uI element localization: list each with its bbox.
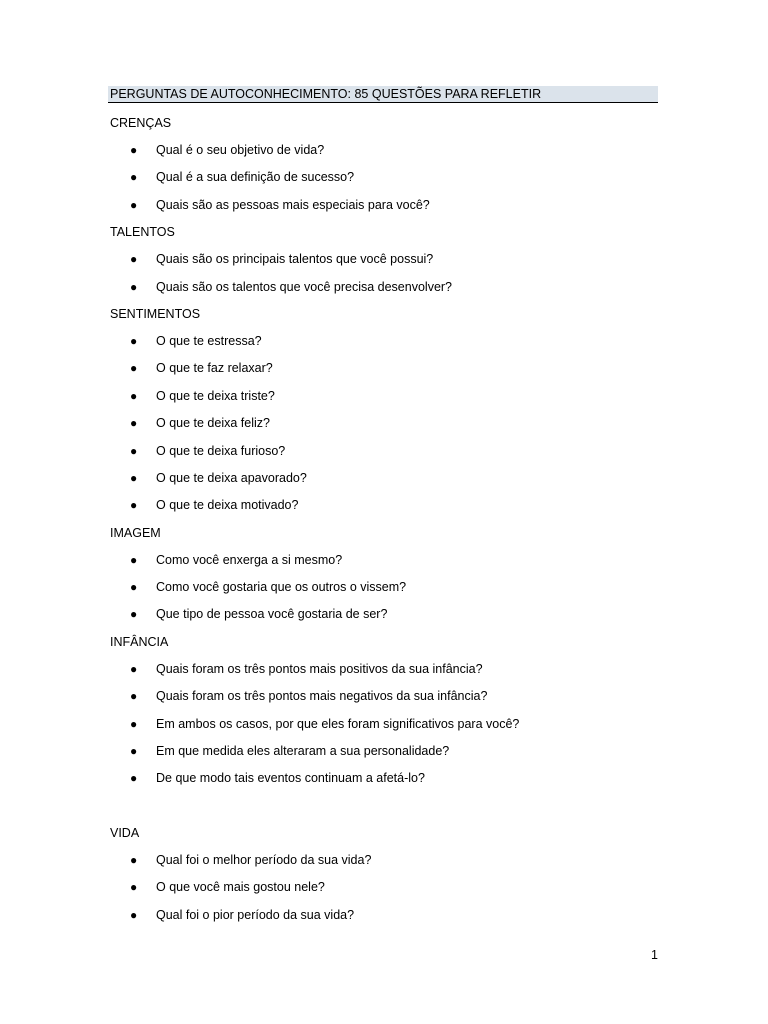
question-text: O que te deixa furioso? <box>156 443 286 458</box>
question-text: Quais são os talentos que você precisa desenvolver? <box>156 279 453 294</box>
section-heading: SENTIMENTOS <box>110 306 201 321</box>
list-item <box>110 463 670 490</box>
question-text: Qual foi o pior período da sua vida? <box>156 907 355 922</box>
question-text: Qual é o seu objetivo de vida? <box>156 143 325 157</box>
question-text: Em que medida eles alteraram a sua personalidade? <box>156 744 450 759</box>
section-heading: IMAGEM <box>110 525 161 540</box>
list-item <box>110 190 670 217</box>
section-vida <box>110 818 670 927</box>
bullet-icon: ● <box>130 661 138 676</box>
question-text: O que te estressa? <box>156 333 262 348</box>
list-item <box>110 545 670 572</box>
question-list <box>110 244 670 299</box>
list-item <box>110 599 670 626</box>
question-text: O que te deixa apavorado? <box>156 470 307 485</box>
list-item <box>110 709 670 736</box>
question-text: O que te deixa feliz? <box>156 416 270 431</box>
question-text: Quais são os principais talentos que você possui? <box>156 252 434 267</box>
bullet-icon: ● <box>130 716 138 731</box>
question-text: Qual foi o melhor período da sua vida? <box>156 852 372 867</box>
bullet-icon: ● <box>130 498 138 513</box>
section-heading: VIDA <box>110 825 140 840</box>
question-list <box>110 654 670 791</box>
list-item <box>110 436 670 463</box>
bullet-icon: ● <box>130 279 138 294</box>
bullet-icon: ● <box>130 333 138 348</box>
list-item <box>110 272 670 299</box>
bullet-icon: ● <box>130 907 138 922</box>
list-item <box>110 162 670 189</box>
section-heading: CRENÇAS <box>110 116 172 130</box>
list-item <box>110 845 670 872</box>
section-crencas <box>110 108 670 217</box>
document-body <box>110 108 670 927</box>
list-item <box>110 353 670 380</box>
question-text: Como você enxerga a si mesmo? <box>156 552 343 567</box>
question-text: Em ambos os casos, por que eles foram significativos para você? <box>156 716 520 731</box>
bullet-icon: ● <box>130 170 138 185</box>
bullet-icon: ● <box>130 552 138 567</box>
question-list <box>110 845 670 927</box>
bullet-icon: ● <box>130 252 138 267</box>
bullet-icon: ● <box>130 607 138 622</box>
list-item <box>110 381 670 408</box>
list-item <box>110 135 670 162</box>
bullet-icon: ● <box>130 580 138 595</box>
list-item <box>110 408 670 435</box>
section-sentimentos <box>110 299 670 518</box>
list-item <box>110 763 670 790</box>
question-text: O que você mais gostou nele? <box>156 880 325 895</box>
list-item <box>110 490 670 517</box>
bullet-icon: ● <box>130 880 138 895</box>
list-item <box>110 872 670 899</box>
list-item <box>110 736 670 763</box>
list-item <box>110 654 670 681</box>
section-heading: TALENTOS <box>110 225 175 240</box>
list-item <box>110 244 670 271</box>
section-heading: INFÂNCIA <box>110 634 169 649</box>
question-text: Que tipo de pessoa você gostaria de ser? <box>156 607 388 622</box>
bullet-icon: ● <box>130 852 138 867</box>
bullet-icon: ● <box>130 361 138 376</box>
bullet-icon: ● <box>130 689 138 704</box>
bullet-icon: ● <box>130 443 138 458</box>
list-item <box>110 900 670 927</box>
document-title: PERGUNTAS DE AUTOCONHECIMENTO: 85 QUESTÕES PARA REFLETIR <box>108 86 658 103</box>
question-list <box>110 326 670 518</box>
question-text: De que modo tais eventos continuam a afetá-lo? <box>156 771 425 786</box>
bullet-icon: ● <box>130 416 138 431</box>
question-list <box>110 545 670 627</box>
list-item <box>110 326 670 353</box>
bullet-icon: ● <box>130 197 138 212</box>
question-text: Qual é a sua definição de sucesso? <box>156 170 355 185</box>
blank-line <box>110 791 670 818</box>
question-text: Quais foram os três pontos mais negativos da sua infância? <box>156 689 488 704</box>
question-text: Como você gostaria que os outros o vissem? <box>156 580 407 595</box>
section-infancia <box>110 627 670 791</box>
bullet-icon: ● <box>130 470 138 485</box>
bullet-icon: ● <box>130 771 138 786</box>
bullet-icon: ● <box>130 388 138 403</box>
question-text: O que te faz relaxar? <box>156 361 273 376</box>
page-number: 1 <box>651 948 658 962</box>
question-text: Quais são as pessoas mais especiais para você? <box>156 197 430 212</box>
question-list <box>110 135 670 217</box>
question-text: O que te deixa motivado? <box>156 498 299 513</box>
list-item <box>110 572 670 599</box>
bullet-icon: ● <box>130 143 138 157</box>
section-talentos <box>110 217 670 299</box>
bullet-icon: ● <box>130 744 138 759</box>
question-text: O que te deixa triste? <box>156 388 275 403</box>
list-item <box>110 681 670 708</box>
question-text: Quais foram os três pontos mais positivos da sua infância? <box>156 661 483 676</box>
section-imagem <box>110 518 670 627</box>
